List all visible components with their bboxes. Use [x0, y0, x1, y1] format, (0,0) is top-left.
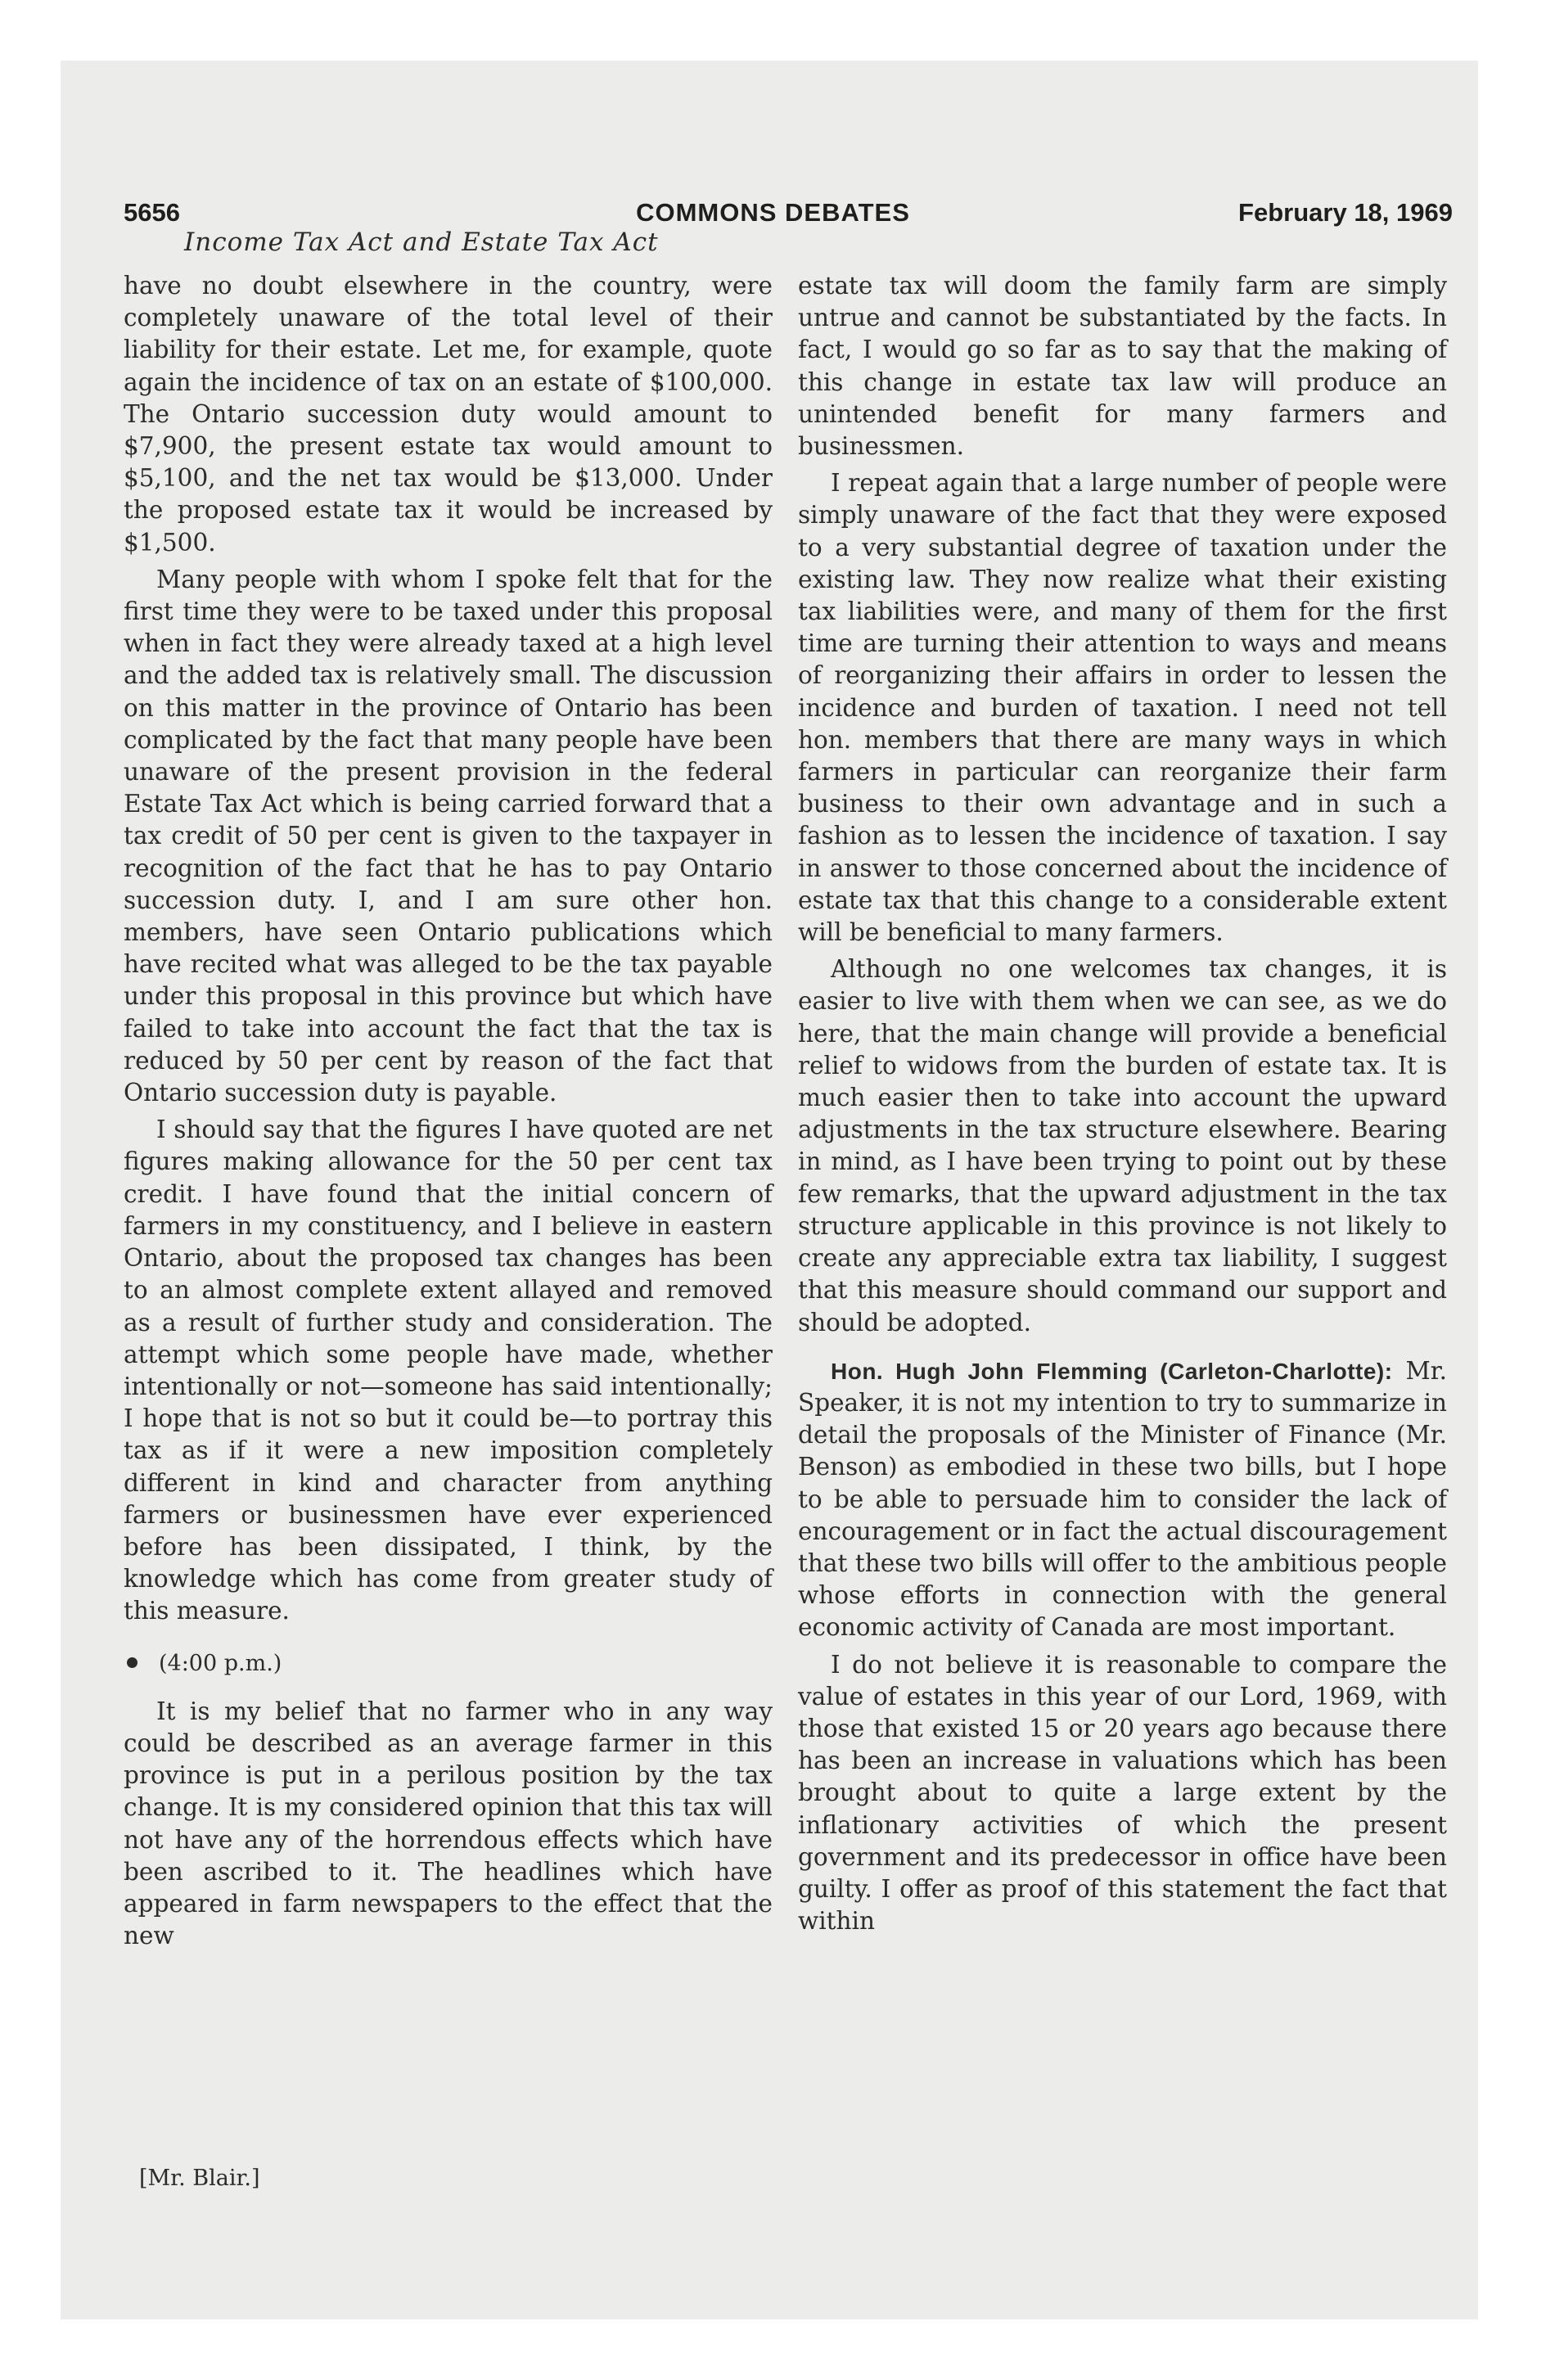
time-stamp — [124, 1648, 773, 1679]
left-paragraph-3: I should say that the figures I have quoted are net figures making allowance for the 50 per cent tax credit. I have found that the initial concern of farmers in my constituency, and I believe in eastern Ontario, about the proposed tax changes has been to an almost complete extent allayed and removed as a result of further study and consideration. The attempt which some people have made, whether intentionally or not—someone has said intentionally; I hope that is not so but it could be—to portray this tax as if it were a new imposition completely different in kind and character from anything farmers or businessmen have ever experienced before has been dissipated, I think, by the knowledge which has come from greater study of this measure. — [124, 1116, 773, 1625]
right-paragraph-3: Although no one welcomes tax changes, it is easier to live with them when we can see, as we do here, that the main change will provide a beneficial relief to widows from the burden of estate tax. It is much easier then to take into account the upward adjustments in the tax structure elsewhere. Bearing in mind, as I have been trying to point out by these few remarks, that the upward adjustment in the tax structure applicable in this province is not likely to create any appreciable extra tax liability, I suggest that this measure should command our support and should be adopted. — [798, 955, 1447, 1336]
journal-title: COMMONS DEBATES — [636, 198, 910, 227]
right-paragraph-4 — [798, 1355, 1447, 1644]
bullet-dot-icon — [127, 1657, 137, 1668]
right-paragraph-4-text: Mr. Speaker, it is not my intention to try to summarize in detail the proposals of the Minister of Finance (Mr. Benson) as embodied in these two bills, but I hope to be able to persuade him to consider the lack of encouragement or in fact the actual discouragement that these two bills will offer to the ambitious people whose efforts in connection with the general economic activity of Canada are most important. — [798, 1356, 1447, 1642]
left-paragraph-2: Many people with whom I spoke felt that for the first time they were to be taxed under this proposal when in fact they were already taxed at a high level and the added tax is relatively small. The discussion on this matter in the province of Ontario has been complicated by the fact that many people have been unaware of the present provision in the federal Estate Tax Act which is being carried forward that a tax credit of 50 per cent is given to the taxpayer in recognition of the fact that he has to pay Ontario succession duty. I, and I am sure other hon. members, have seen Ontario publications which have recited what was alleged to be the tax payable under this proposal in this province but which have failed to take into account the fact that the tax is reduced by 50 per cent by reason of the fact that Ontario succession duty is payable. — [124, 565, 773, 1107]
right-paragraph-2: I repeat again that a large number of people were simply unaware of the fact that they were exposed to a very substantial degree of taxation under the existing law. They now realize what their existing tax liabilities were, and many of them for the first time are turning their attention to ways and means of reorganizing their affairs in order to lessen the incidence and burden of taxation. I need not tell hon. members that there are many ways in which farmers in particular can reorganize their farm business to their own advantage and in such a fashion as to lessen the incidence of taxation. I say in answer to those concerned about the incidence of estate tax that this change to a considerable extent will be beneficial to many farmers. — [798, 469, 1447, 947]
right-paragraph-1: estate tax will doom the family farm are simply untrue and cannot be substantiated by the facts. In fact, I would go so far as to say that the making of this change in estate tax law will produce an unintended benefit for many farmers and businessmen. — [798, 272, 1447, 461]
speaker-reference: [Mr. Blair.] — [139, 2166, 260, 2191]
speaker-name: Hon. Hugh John Flemming (Carleton-Charlotte): — [831, 1358, 1393, 1384]
left-paragraph-4: It is my belief that no farmer who in any way could be described as an average farmer in this province is put in a perilous position by the tax change. It is my considered opinion that this tax will not have any of the horrendous effects which have been ascribed to it. The headlines which have appeared in farm newspapers to the effect that the new — [124, 1697, 773, 1950]
left-column — [124, 270, 773, 1952]
time-stamp-text: (4:00 p.m.) — [159, 1650, 282, 1676]
right-paragraph-5: I do not believe it is reasonable to compare the value of estates in this year of our Lord, 1969, with those that existed 15 or 20 years ago because there has been an increase in valuations which has been brought about to quite a large extent by the inflationary activities of which the present government and its predecessor in office have been guilty. I offer as proof of this statement the fact that within — [798, 1650, 1447, 1936]
page-date: February 18, 1969 — [1238, 198, 1453, 227]
left-paragraph-1: have no doubt elsewhere in the country, were completely unaware of the total level of their liability for their estate. Let me, for example, quote again the incidence of tax on an estate of $100,000. The Ontario succession duty would amount to $7,900, the present estate tax would amount to $5,100, and the net tax would be $13,000. Under the proposed estate tax it would be increased by $1,500. — [124, 272, 773, 557]
page-number: 5656 — [124, 198, 180, 227]
running-head: Income Tax Act and Estate Tax Act — [184, 228, 659, 257]
right-column — [798, 270, 1447, 1937]
